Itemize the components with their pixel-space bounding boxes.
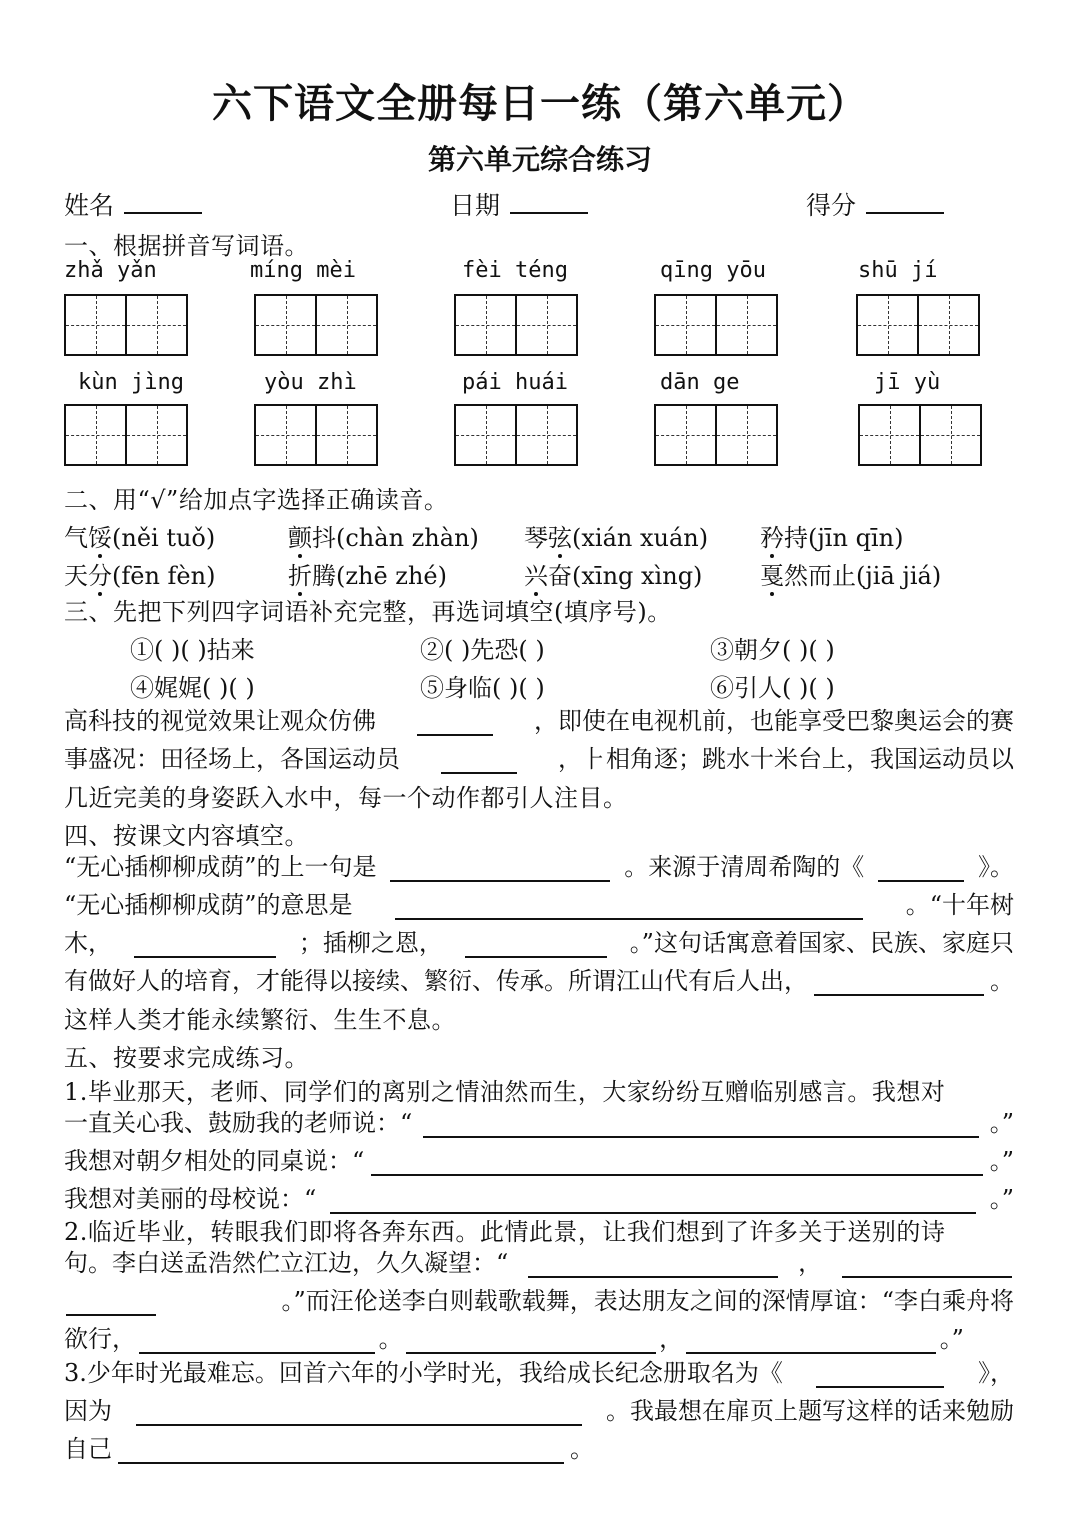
pinyin-label: shū jí <box>858 258 938 283</box>
fill-line: 欲行， 。 ， 。” <box>64 1325 964 1353</box>
writing-grid[interactable] <box>64 294 188 356</box>
pinyin-label: pái huái <box>462 370 568 395</box>
answer-blank[interactable] <box>814 972 984 996</box>
answer-blank[interactable] <box>528 1254 778 1278</box>
idiom-item[interactable]: ②( )先恐( ) <box>420 636 545 664</box>
writing-grid[interactable] <box>254 294 378 356</box>
fill-line: 我想对朝夕相处的同桌说：“ 。” <box>64 1147 1014 1175</box>
passage-line: 高科技的视觉效果让观众仿佛 ，即使在电视机前，也能享受巴黎奥运会的赛 <box>64 707 1014 735</box>
reading-choice[interactable]: 琴弦(xián xuán) <box>524 524 709 552</box>
answer-blank[interactable] <box>139 1330 375 1354</box>
writing-grid[interactable] <box>64 404 188 466</box>
text-line: 这样人类才能永续繁衍、生生不息。 <box>64 1006 456 1034</box>
answer-blank[interactable] <box>390 858 610 882</box>
fill-line: “无心插柳柳成荫”的意思是 。“十年树 <box>64 891 1014 919</box>
answer-blank[interactable] <box>66 1292 156 1316</box>
answer-blank[interactable] <box>441 750 517 774</box>
name-field: 姓名 <box>64 186 204 222</box>
fill-line: “无心插柳柳成荫”的上一句是 。来源于清周希陶的《 》。 <box>64 853 1014 881</box>
answer-blank[interactable] <box>118 1440 564 1464</box>
fill-line: 木， ；插柳之恩， 。”这句话寓意着国家、民族、家庭只 <box>64 929 1014 957</box>
writing-grid[interactable] <box>856 294 980 356</box>
score-field: 得分 <box>806 186 946 222</box>
writing-grid[interactable] <box>858 404 982 466</box>
idiom-item[interactable]: ⑥引人( )( ) <box>710 674 835 702</box>
pinyin-label: qīng yōu <box>660 258 766 283</box>
section-4-heading: 四、按课文内容填空。 <box>64 822 309 850</box>
passage-line: 事盛况：田径场上，各国运动员 ，⺊相角逐；跳水十米台上，我国运动员以 <box>64 745 1014 773</box>
writing-grid[interactable] <box>654 404 778 466</box>
date-blank[interactable] <box>510 190 588 214</box>
section-2-heading: 二、用“√”给加点字选择正确读音。 <box>64 486 449 514</box>
answer-blank[interactable] <box>136 1402 582 1426</box>
writing-grid[interactable] <box>254 404 378 466</box>
question-text: 2.临近毕业，转眼我们即将各奔东西。此情此景，让我们想到了许多关于送别的诗 <box>64 1218 946 1246</box>
answer-blank[interactable] <box>686 1330 936 1354</box>
answer-blank[interactable] <box>465 934 607 958</box>
writing-grid[interactable] <box>654 294 778 356</box>
pinyin-label: míng mèi <box>250 258 356 283</box>
answer-blank[interactable] <box>330 1190 976 1214</box>
name-blank[interactable] <box>124 190 202 214</box>
answer-blank[interactable] <box>842 1254 1012 1278</box>
idiom-item[interactable]: ③朝夕( )( ) <box>710 636 835 664</box>
pinyin-label: zhǎ yǎn <box>64 258 157 283</box>
question-text: 1.毕业那天，老师、同学们的离别之情油然而生，大家纷纷互赠临别感言。我想对 <box>64 1078 946 1106</box>
answer-blank[interactable] <box>423 1114 979 1138</box>
fill-line: 一直关心我、鼓励我的老师说：“ 。” <box>64 1109 1014 1137</box>
answer-blank[interactable] <box>406 1330 656 1354</box>
section-3-heading: 三、先把下列四字词语补充完整，再选词填空(填序号)。 <box>64 598 672 626</box>
fill-line: 因为 。我最想在扉页上题写这样的话来勉励 <box>64 1397 1014 1425</box>
pinyin-label: fèi téng <box>462 258 568 283</box>
writing-grid[interactable] <box>454 294 578 356</box>
reading-choice[interactable]: 天分(fēn fèn) <box>64 562 216 590</box>
reading-choice[interactable]: 兴奋(xīng xìng) <box>524 562 703 590</box>
fill-line: 句。李白送孟浩然伫立江边，久久凝望：“ ， <box>64 1242 1014 1278</box>
score-blank[interactable] <box>866 190 944 214</box>
section-5-heading: 五、按要求完成练习。 <box>64 1044 309 1072</box>
pinyin-label: jī yù <box>874 370 941 395</box>
page-subtitle: 第六单元综合练习 <box>427 143 652 176</box>
reading-choice[interactable]: 颤抖(chàn zhàn) <box>288 524 479 552</box>
reading-choice[interactable]: 戛然而止(jiā jiá) <box>760 562 942 590</box>
answer-blank[interactable] <box>395 896 863 920</box>
page-title: 六下语文全册每日一练（第六单元） <box>212 81 868 127</box>
pinyin-label: yòu zhì <box>264 370 357 395</box>
pinyin-label: kùn jìng <box>78 370 184 395</box>
fill-line: 3.少年时光最难忘。回首六年的小学时光，我给成长纪念册取名为《 》， <box>64 1359 1014 1387</box>
idiom-item[interactable]: ①( )( )拈来 <box>130 636 255 664</box>
answer-blank[interactable] <box>371 1152 983 1176</box>
fill-line: 。”而汪伦送李白则载歌载舞，表达朋友之间的深情厚谊：“李白乘舟将 <box>64 1280 1014 1316</box>
passage-line: 几近完美的身姿跃入水中，每一个动作都引人注目。 <box>64 784 628 812</box>
answer-blank[interactable] <box>878 858 964 882</box>
answer-blank[interactable] <box>417 712 493 736</box>
reading-choice[interactable]: 气馁(něi tuǒ) <box>64 524 216 552</box>
reading-choice[interactable]: 折腾(zhē zhé) <box>288 562 447 590</box>
idiom-item[interactable]: ④娓娓( )( ) <box>130 674 255 702</box>
answer-blank[interactable] <box>816 1364 944 1388</box>
fill-line: 有做好人的培育，才能得以接续、繁衍、传承。所谓江山代有后人出， 。 <box>64 967 1014 995</box>
date-field: 日期 <box>450 186 590 222</box>
pinyin-label: dān ge <box>660 370 740 395</box>
answer-blank[interactable] <box>134 934 276 958</box>
fill-line: 我想对美丽的母校说：“ 。” <box>64 1185 1014 1213</box>
idiom-item[interactable]: ⑤身临( )( ) <box>420 674 545 702</box>
fill-line: 自己 。 <box>64 1435 594 1463</box>
section-1-heading: 一、根据拼音写词语。 <box>64 232 309 260</box>
writing-grid[interactable] <box>454 404 578 466</box>
reading-choice[interactable]: 矜持(jīn qīn) <box>760 524 904 552</box>
